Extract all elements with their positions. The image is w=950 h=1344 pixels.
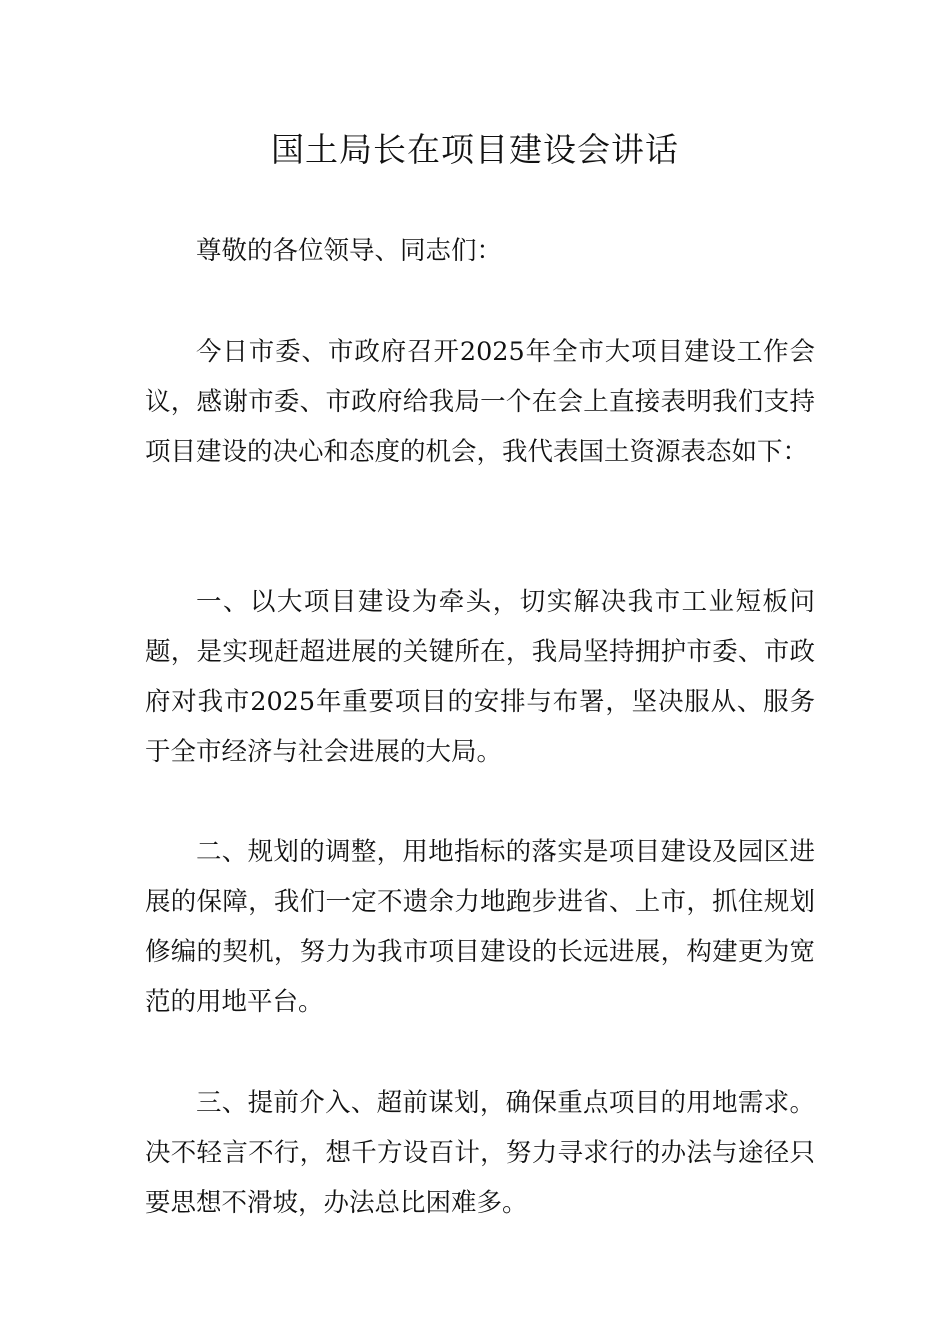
point-two-paragraph: 二、规划的调整，用地指标的落实是项目建设及园区进展的保障，我们一定不遗余力地跑步进省、上市，抓住规划修编的契机，努力为我市项目建设的长远进展，构建更为宽范的用地平台。 [145, 837, 815, 1017]
greeting-paragraph: 尊敬的各位领导、同志们： [196, 236, 503, 266]
point-one-paragraph: 一、以大项目建设为牵头，切实解决我市工业短板问题，是实现赶超进展的关键所在，我局坚持拥护市委、市政府对我市2025年重要项目的安排与布署，坚决服从、服务于全市经济与社会进展的大局。 [145, 587, 815, 767]
document-title: 国土局长在项目建设会讲话 [271, 130, 679, 169]
point-three-paragraph: 三、提前介入、超前谋划，确保重点项目的用地需求。决不轻言不行，想千方设百计，努力寻求行的办法与途径只要思想不滑坡，办法总比困难多。 [145, 1088, 815, 1218]
intro-paragraph: 今日市委、市政府召开2025年全市大项目建设工作会议，感谢市委、市政府给我局一个在会上直接表明我们支持项目建设的决心和态度的机会，我代表国土资源表态如下： [145, 337, 815, 467]
